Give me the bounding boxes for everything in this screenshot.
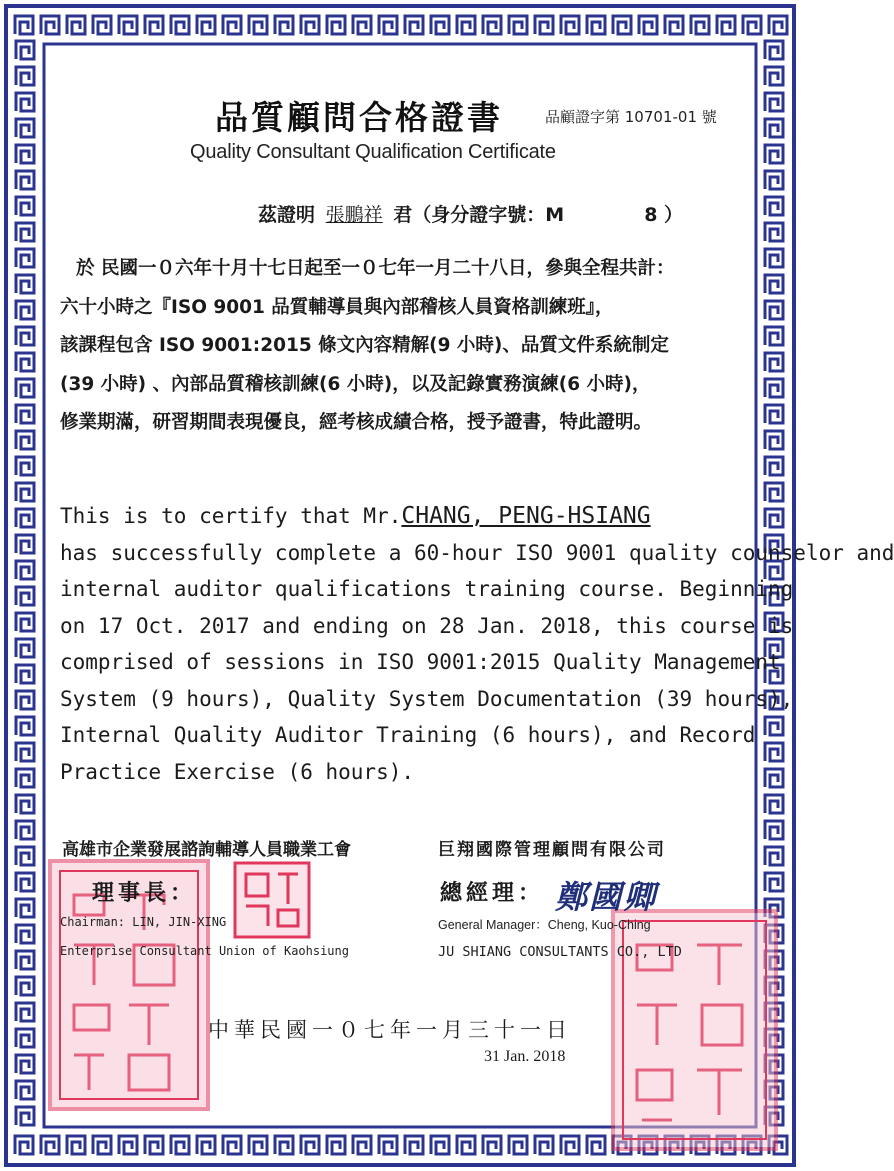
id-redaction (564, 207, 644, 225)
chinese-body-text (60, 250, 740, 443)
certificate-number: 品顧證字第 10701-01 號 (545, 108, 717, 126)
holder-id-prefix: 君（身分證字號：M (393, 204, 565, 226)
holder-id-tail: 8 ） (644, 204, 684, 226)
en-body-line: on 17 Oct. 2017 and ending on 28 Jan. 2018, this course is (60, 613, 794, 638)
holder-prefix: 茲證明 (258, 204, 316, 226)
zh-body-line: (39 小時) 、內部品質稽核訓練(6 小時)，以及記錄實務演練(6 小時)， (60, 373, 651, 395)
zh-body-line: 於 民國一０六年十月十七日起至一０七年一月二十八日，參與全程共計： (76, 258, 675, 279)
chairman-label: 理事長： (92, 881, 197, 906)
zh-body-line: 六十小時之『ISO 9001 品質輔導員與內部稽核人員資格訓練班』， (60, 296, 614, 318)
en-body-line: Internal Quality Auditor Training (6 hours), and Record (60, 723, 756, 747)
certificate-title-zh: 品質顧問合格證書 (215, 98, 503, 137)
holder-line (258, 200, 738, 227)
certificate-title-en: Quality Consultant Qualification Certificate (190, 141, 556, 163)
issue-date-zh: 中華民國一０七年一月三十一日 (208, 1018, 572, 1042)
en-body-line: has successfully complete a 60-hour ISO 9001 quality counselor and (60, 540, 894, 565)
union-name-en: Enterprise Consultant Union of Kaohsiung (60, 944, 349, 958)
company-name-en: JU SHIANG CONSULTANTS CO., LTD (438, 944, 682, 960)
chairman-name-en: Chairman: LIN, JIN-XING (60, 915, 227, 929)
en-body-line: Practice Exercise (6 hours). (60, 759, 415, 784)
holder-name-zh: 張鵬祥 (325, 204, 383, 226)
company-name-zh: 巨翔國際管理顧問有限公司 (438, 840, 666, 860)
zh-body-line: 修業期滿，研習期間表現優良，經考核成績合格，授予證書，特此證明。 (60, 412, 653, 433)
general-manager-name-en: General Manager：Cheng, Kuo-Ching (438, 918, 651, 932)
en-body-line: comprised of sessions in ISO 9001:2015 Quality Management (60, 650, 781, 674)
en-body-line: System (9 hours), Quality System Documentation (39 hours), (60, 686, 794, 711)
general-manager-label: 總經理： (440, 881, 545, 906)
en-intro: This is to certify that Mr. (60, 504, 402, 528)
en-intro-line (60, 498, 750, 535)
holder-name-en: CHANG, PENG-HSIANG (401, 503, 651, 529)
general-manager-signature: 鄭國卿 (555, 878, 658, 916)
union-name-zh: 高雄市企業發展諮詢輔導人員職業工會 (62, 840, 351, 860)
english-body-text (60, 498, 894, 790)
en-body-line: internal auditor qualifications training course. Beginning (60, 577, 794, 601)
issue-date-en: 31 Jan. 2018 (484, 1048, 566, 1065)
zh-body-line: 該課程包含 ISO 9001:2015 條文內容精解(9 小時)、品質文件系統制定 (60, 335, 669, 356)
